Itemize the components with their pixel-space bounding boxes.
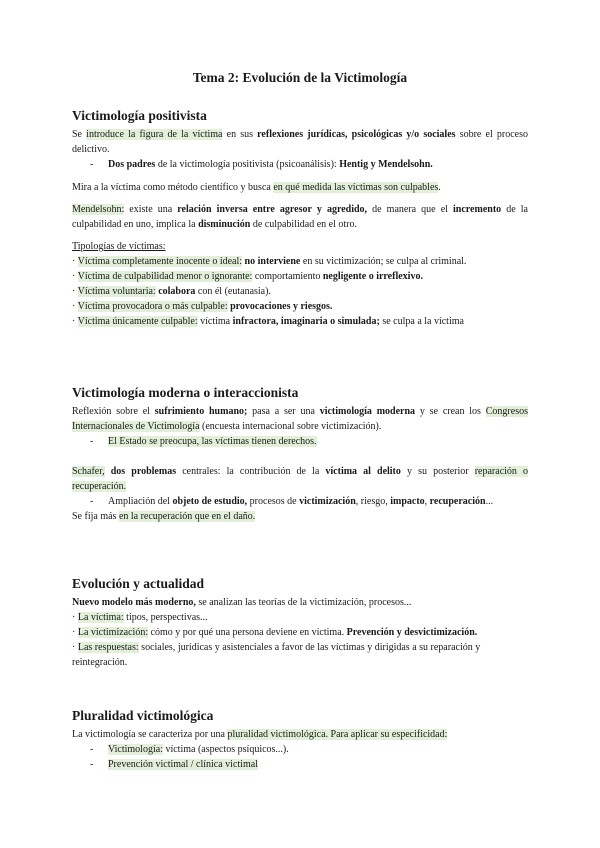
section-evolucion <box>72 576 528 670</box>
bullet-item: - Prevención victimal / clínica victimal <box>72 757 528 772</box>
section-pluralidad <box>72 708 528 772</box>
list-item: · Víctima voluntaria: colabora con él (eutanasia). <box>72 286 271 297</box>
paragraph: Schafer, dos problemas centrales: la contribución de la víctima al delito y su posterior reparación o recuperación. <box>72 466 529 492</box>
section-heading: Pluralidad victimológica <box>72 708 214 723</box>
typology-title: Tipologías de víctimas: <box>72 241 166 252</box>
list-item: · La víctima: tipos, perspectivas... <box>72 612 208 623</box>
list-item: · Víctima de culpabilidad menor o ignorante: comportamiento negligente o irreflexivo. <box>72 271 423 282</box>
section-heading: Evolución y actualidad <box>72 576 205 591</box>
list-item: · Víctima provocadora o más culpable: provocaciones y riesgos. <box>72 301 333 312</box>
list-item: · Víctima completamente inocente o ideal: no interviene en su victimización; se culpa al criminal. <box>72 256 467 267</box>
bullet-item: - Victimología: víctima (aspectos psíquicos...). <box>72 742 528 757</box>
bullet-item: - Ampliación del objeto de estudio, procesos de victimización, riesgo, impacto, recuperación... <box>72 494 528 509</box>
section-positivista <box>72 108 528 329</box>
list-item: · La victimización: cómo y por qué una persona deviene en víctima. Prevención y desvictimización. <box>72 627 478 638</box>
document-title: Tema 2: Evolución de la Victimología <box>192 70 408 85</box>
paragraph: Se fija más en la recuperación que en el daño. <box>72 511 256 522</box>
paragraph: Nuevo modelo más moderno, se analizan las teorías de la victimización, procesos... <box>72 597 412 608</box>
paragraph: Mira a la víctima como método científico y busca en qué medida las víctimas son culpables. <box>72 182 441 193</box>
paragraph: La victimología se caracteriza por una pluralidad victimológica. Para aplicar su especificidad: <box>72 729 448 740</box>
section-moderna <box>72 385 528 524</box>
paragraph: Se introduce la figura de la víctima en sus reflexiones jurídicas, psicológicas y/o sociales sobre el proceso delictivo. <box>72 129 528 155</box>
paragraph: Reflexión sobre el sufrimiento humano; pasa a ser una victimología moderna y se crean los Congresos Internacionales de Victimología (encuesta internacional sobre victimización). <box>72 406 528 432</box>
list-item: · Víctima únicamente culpable: víctima infractora, imaginaria o simulada; se culpa a la víctima <box>72 316 464 327</box>
section-heading: Victimología moderna o interaccionista <box>72 385 299 400</box>
paragraph: Mendelsohn: existe una relación inversa entre agresor y agredido, de manera que el incremento de la culpabilidad en uno, implica la disminución de culpabilidad en el otro. <box>72 204 528 230</box>
bullet-item: - El Estado se preocupa, las víctimas tienen derechos. <box>72 434 528 449</box>
bullet-item: - Dos padres de la victimología positivista (psicoanálisis): Hentig y Mendelsohn. <box>72 157 528 172</box>
list-item: · Las respuestas: sociales, jurídicas y asistenciales a favor de las víctimas y dirigidas a su reparación y reintegración. <box>72 642 481 668</box>
section-heading: Victimología positivista <box>72 108 207 123</box>
